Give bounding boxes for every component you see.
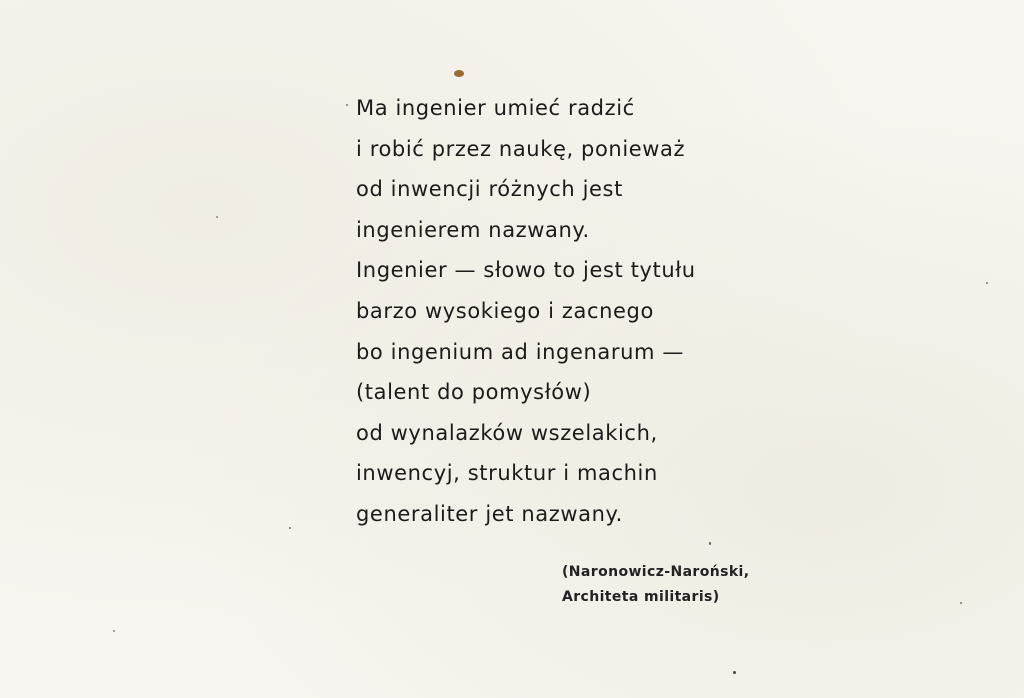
poem-line: od wynalazków wszelakich, [356, 420, 658, 445]
poem-line: od inwencji różnych jest [356, 177, 623, 202]
ink-stain [454, 70, 464, 77]
paper-speck [733, 671, 736, 674]
poem-line: barzo wysokiego i zacnego [356, 298, 654, 323]
paper-speck [289, 527, 291, 529]
paper-speck [346, 104, 348, 106]
poem-line: (talent do pomysłów) [356, 380, 592, 405]
poem-text [356, 88, 696, 535]
poem-line: i robić przez naukę, ponieważ [356, 136, 686, 161]
attribution-author: (Naronowicz-Naroński, [562, 564, 750, 580]
paper-speck [216, 216, 218, 218]
poem-line: bo ingenium ad ingenarum — [356, 339, 684, 364]
paper-speck [960, 602, 962, 604]
attribution-work: Architeta militaris) [562, 589, 720, 605]
poem-line: inwencyj, struktur i machin [356, 461, 658, 486]
poem-line: ingenierem nazwany. [356, 217, 590, 242]
poem-line: Ma ingenier umieć radzić [356, 96, 635, 120]
poem-line: Ingenier — słowo to jest tytułu [356, 258, 696, 283]
attribution [562, 560, 749, 610]
paper-speck [986, 282, 988, 284]
poem-line: generaliter jet nazwany. [356, 501, 623, 526]
paper-speck [709, 542, 711, 545]
paper-speck [113, 630, 115, 632]
